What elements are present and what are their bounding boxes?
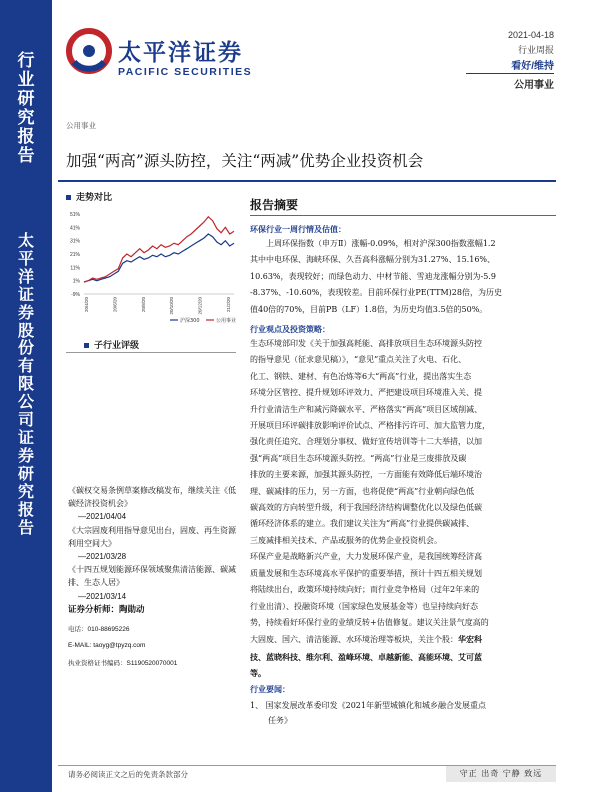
related-report-title: 《大宗固废利用指导意见出台，固废、再生资源利用空间大》 bbox=[68, 525, 236, 548]
y-tick-label: 41% bbox=[69, 225, 80, 232]
side-band-bottom-text: 太 平 洋 证 券 股 份 有 限 公 司 证 券 研 究 报 告 bbox=[17, 231, 34, 537]
related-report-item[interactable] bbox=[68, 524, 238, 564]
y-tick-label: 1% bbox=[72, 278, 80, 285]
rating-underline bbox=[466, 73, 554, 74]
strategy-line: 行业出清）、投融资环境（国家绿色发展基金等）也呈持续向好态 bbox=[250, 601, 478, 611]
env-market-heading: 环保行业一周行情及估值： bbox=[250, 225, 346, 234]
trend-heading-text: 走势对比 bbox=[76, 193, 113, 203]
strategy-line: 等。 bbox=[250, 668, 266, 679]
env-line: 10.63%，表现较好；而绿色动力、中材节能、雪迪龙涨幅分别为-5.9 bbox=[250, 271, 496, 281]
trend-chart bbox=[62, 208, 240, 328]
bullet-square-icon bbox=[66, 195, 71, 200]
strategy-line: 化工、钢铁、建材、有色冶炼等6大“两高”行业，提出落实生态 bbox=[250, 371, 472, 381]
rating-heading-text: 子行业评级 bbox=[94, 341, 140, 351]
legend-label: 公用事业 bbox=[216, 318, 237, 324]
x-tick-label: 20/4/20 bbox=[84, 297, 89, 313]
env-line: 其中中电环保、海峡环保、久吾高科涨幅分别为31.27%、15.16%、 bbox=[250, 255, 496, 265]
strategy-heading: 行业观点及投资策略： bbox=[250, 325, 330, 334]
strategy-line: 环境分区管控、提升规划环评效力、严把建设项目环境准入关、提 bbox=[250, 388, 482, 398]
x-tick-label: 20/12/20 bbox=[197, 297, 203, 315]
investment-rating: 看好/维持 bbox=[511, 61, 554, 72]
strategy-line: 碳高效的方向转型升级，利于我国经济结构调整优化以及绿色低碳 bbox=[250, 503, 482, 513]
y-tick-label: 11% bbox=[70, 265, 80, 272]
news-item[interactable]: 1、 国家发展改革委印发《2021年新型城镇化和城乡融合发展重点 bbox=[250, 701, 486, 710]
analyst-certificate: 执业资格证书编码：S1190520070001 bbox=[68, 660, 178, 667]
sub-industry-rating-heading bbox=[84, 338, 139, 351]
title-divider bbox=[58, 180, 556, 182]
strategy-line: 环保产业是战略新兴产业，大力发展环保产业，是我国统筹经济高 bbox=[250, 552, 482, 562]
trend-heading bbox=[66, 190, 112, 203]
industry-news-heading: 行业要闻： bbox=[250, 685, 290, 694]
strategy-line: 理、碳减排的压力，另一方面，也将促使“两高”行业朝向绿色低 bbox=[250, 486, 475, 496]
y-tick-label: 31% bbox=[69, 238, 80, 245]
x-tick-label: 20/6/20 bbox=[112, 297, 118, 313]
bullet-square-icon bbox=[84, 343, 89, 348]
footer-disclaimer: 请务必阅读正文之后的免责条款部分 bbox=[68, 770, 188, 779]
strategy-line: 升行业清洁生产和减污降碳水平、严格落实“两高”项目区域削减、 bbox=[250, 404, 483, 414]
strategy-line: 质量发展和生态环境高水平保护的重要举措，预计十四五相关规划 bbox=[250, 568, 482, 578]
related-report-date: —2021/03/14 bbox=[78, 591, 127, 601]
footer-motto: 守正 出奇 宁静 致远 bbox=[446, 766, 556, 782]
strategy-line: 开展项目环评碳排放影响评价试点、严格排污许可、加大监管力度， bbox=[250, 421, 490, 431]
analyst-phone: 电话：010-88695226 bbox=[68, 626, 130, 633]
y-tick-label: 51% bbox=[69, 212, 80, 218]
x-tick-label: 20/8/20 bbox=[140, 297, 146, 313]
series-line-hs300 bbox=[84, 234, 234, 282]
strategy-line: 大固废、国六、清洁能源、水环境治理等板块，关注个股：华宏科 bbox=[250, 634, 482, 645]
analyst-email[interactable]: E-MAIL: taoyg@tpyzq.com bbox=[68, 642, 146, 649]
industry-news-list bbox=[250, 698, 556, 728]
rating-divider bbox=[66, 352, 236, 353]
series-line-utilities bbox=[84, 217, 234, 282]
env-line: -8.37%、-10.60%，表现较差。目前环保行业PE(TTM)28倍，为历史 bbox=[250, 288, 502, 298]
strategy-line: 生态环境部印发《关于加强高耗能、高排放项目生态环境源头防控 bbox=[250, 339, 482, 348]
report-title: 加强“两高”源头防控，关注“两减”优势企业投资机会 bbox=[66, 152, 424, 170]
env-line: 上周环保指数（申万Ⅱ）涨幅-0.09%，相对沪深300指数涨幅1.2 bbox=[266, 239, 496, 248]
env-market-paragraph bbox=[250, 236, 562, 318]
related-report-date: —2021/04/04 bbox=[78, 512, 127, 522]
related-reports bbox=[68, 484, 238, 603]
strategy-line: 势，持续看好环保行业的业绩反转+估值修复。建议关注景气度高的 bbox=[250, 617, 489, 627]
y-tick-label: -9% bbox=[71, 292, 80, 298]
analyst-heading: 证券分析师：陶勋动 bbox=[68, 605, 145, 615]
small-sector-label: 公用事业 bbox=[66, 121, 96, 130]
strategy-line: 将陆续出台，政策环境持续向好；而行业竞争格局（过年2年来的 bbox=[250, 585, 480, 595]
strategy-line: 排放的主要来源，加强其源头防控，一方面能有效降低后端环境治 bbox=[250, 470, 482, 480]
related-report-title: 《十四五规划能源环保领域聚焦清洁能源、碳减排、生态人居》 bbox=[68, 565, 236, 588]
strategy-line: 强“两高”项目生态环境源头防控。“两高”行业是三废排放及碳 bbox=[250, 453, 467, 463]
summary-divider bbox=[250, 215, 556, 216]
related-report-item[interactable] bbox=[68, 563, 238, 603]
report-type: 行业周报 bbox=[517, 45, 554, 55]
strategy-paragraph bbox=[250, 336, 556, 682]
related-report-item[interactable] bbox=[68, 484, 238, 524]
strategy-line: 技、蓝晓科技、维尔利、盈峰环境、卓越新能、高能环境、艾可蓝 bbox=[250, 651, 482, 662]
strategy-line: 的指导意见（征求意见稿）》，“意见”重点关注了火电、石化、 bbox=[250, 355, 467, 365]
logo-en-text: PACIFIC SECURITIES bbox=[118, 66, 253, 78]
env-line: 值40倍的70%，目前PB（LF）1.8倍，为历史均值3.5倍的50%。 bbox=[250, 304, 488, 314]
report-date: 2021-04-18 bbox=[507, 30, 554, 40]
news-item-continued: 任务》 bbox=[268, 716, 292, 725]
summary-heading: 报告摘要 bbox=[250, 198, 299, 212]
y-tick-label: 21% bbox=[69, 252, 80, 258]
logo-cn-text: 太平洋证券 bbox=[118, 40, 243, 66]
related-report-title: 《碳权交易条例草案修改稿发布，继续关注《低碳经济投资机会》 bbox=[68, 486, 236, 509]
x-tick-label: 21/2/20 bbox=[226, 297, 231, 313]
side-band bbox=[0, 0, 52, 792]
strategy-line: 强化责任追究、合理划分事权、做好宣传培训等十二大举措，以加 bbox=[250, 437, 482, 447]
side-band-top-text: 行 业 研 究 报 告 bbox=[17, 51, 35, 167]
strategy-line: 循环经济体系的建立。我们建议关注为“两高”行业提供碳减排、 bbox=[250, 519, 475, 529]
x-tick-label: 20/10/20 bbox=[169, 297, 175, 315]
header-sector: 公用事业 bbox=[514, 80, 554, 91]
pacific-logo-icon bbox=[66, 28, 112, 74]
related-report-date: —2021/03/28 bbox=[78, 552, 127, 562]
strategy-line: 三废减排相关技术、产品或服务的优势企业投资机会。 bbox=[250, 535, 442, 545]
legend-label: 沪深300 bbox=[180, 318, 200, 324]
